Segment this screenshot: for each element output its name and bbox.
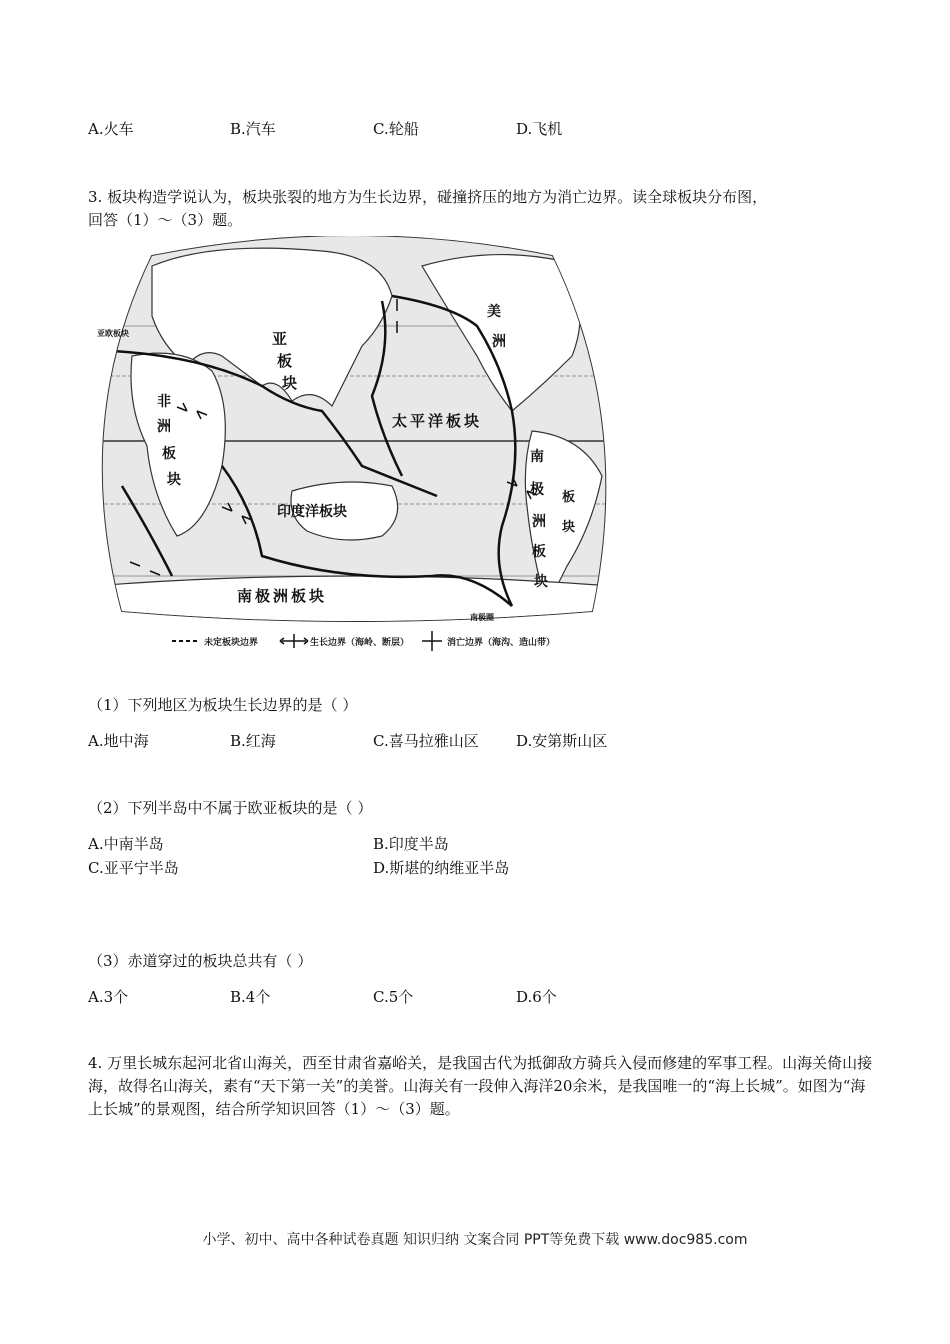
plate-map-figure [92,236,612,656]
map-label-africa-2: 洲 [157,419,171,435]
option-d: D.6个 [516,988,557,1006]
option-b: B.红海 [230,732,276,750]
option-b: B.汽车 [230,120,276,138]
option-c: C.5个 [373,988,414,1006]
map-label-nazca-4: 板 [532,544,546,560]
map-label-antarctic: 南极洲板块 [237,587,328,605]
map-label-africa-1: 非 [157,394,171,410]
map-label-africa-4: 块 [167,472,181,488]
option-a: A.中南半岛 [88,835,164,853]
map-label-africa-3: 板 [162,446,176,462]
subquestion-2-stem: （2）下列半岛中不属于欧亚板块的是（ ） [88,799,373,817]
option-d: D.斯堪的纳维亚半岛 [373,859,510,877]
subquestion-1-stem: （1）下列地区为板块生长边界的是（ ） [88,696,358,714]
page-footer: 小学、初中、高中各种试卷真题 知识归纳 文案合同 PPT等免费下载 www.doc985.com [202,1232,748,1248]
legend-dying: 消亡边界（海沟、造山带） [447,638,556,648]
map-label-left-edge: 亚欧板块 [97,328,129,338]
option-a: A.3个 [88,988,129,1006]
option-d: D.飞机 [516,120,563,138]
map-label-nazca-5: 块 [534,574,548,590]
map-label-nazca-2: 极 [530,482,544,498]
option-c: C.亚平宁半岛 [88,859,179,877]
map-label-east-1: 板 [562,490,576,505]
map-label-eurasia-1: 亚 [272,330,288,348]
map-label-nazca-3: 洲 [532,514,546,530]
option-a: A.地中海 [88,732,149,750]
question-3-stem-line1: 3. 板块构造学说认为，板块张裂的地方为生长边界，碰撞挤压的地方为消亡边界。读全球板块分布图， [88,188,768,206]
map-label-america-1: 美 [487,304,501,320]
question-4-stem: 4. 万里长城东起河北省山海关，西至甘肃省嘉峪关，是我国古代为抵御敌方骑兵入侵而修建的军事工程。山海关倚山接海，故得名山海关，素有“天下第一关”的美誉。山海关有一段伸入海洋20余米，是我国唯一的“海上长城”。如图为“海上长城”的景观图，结合所学知识回答（1）～（3）题。 [88,1054,873,1118]
option-a: A.火车 [88,120,134,138]
map-label-eurasia-3: 块 [282,374,298,392]
map-label-nazca-1: 南 [530,449,544,465]
question-3-stem-line2: 回答（1）～（3）题。 [88,211,243,229]
subquestion-3-stem: （3）赤道穿过的板块总共有（ ） [88,952,313,970]
map-legend [172,631,555,651]
option-c: C.轮船 [373,120,419,138]
map-label-east-2: 块 [562,520,576,535]
option-c: C.喜马拉雅山区 [373,732,479,750]
legend-growing: 生长边界（海岭、断层） [310,638,410,648]
option-b: B.4个 [230,988,271,1006]
map-label-indian: 印度洋板块 [277,504,347,520]
map-label-pacific: 太平洋板块 [392,412,483,430]
map-label-america-2: 洲 [492,334,506,350]
option-d: D.安第斯山区 [516,732,608,750]
legend-undetermined: 未定板块边界 [204,638,259,648]
option-b: B.印度半岛 [373,835,449,853]
map-label-south-pole: 南极圈 [470,612,494,622]
map-label-eurasia-2: 板 [277,352,293,370]
